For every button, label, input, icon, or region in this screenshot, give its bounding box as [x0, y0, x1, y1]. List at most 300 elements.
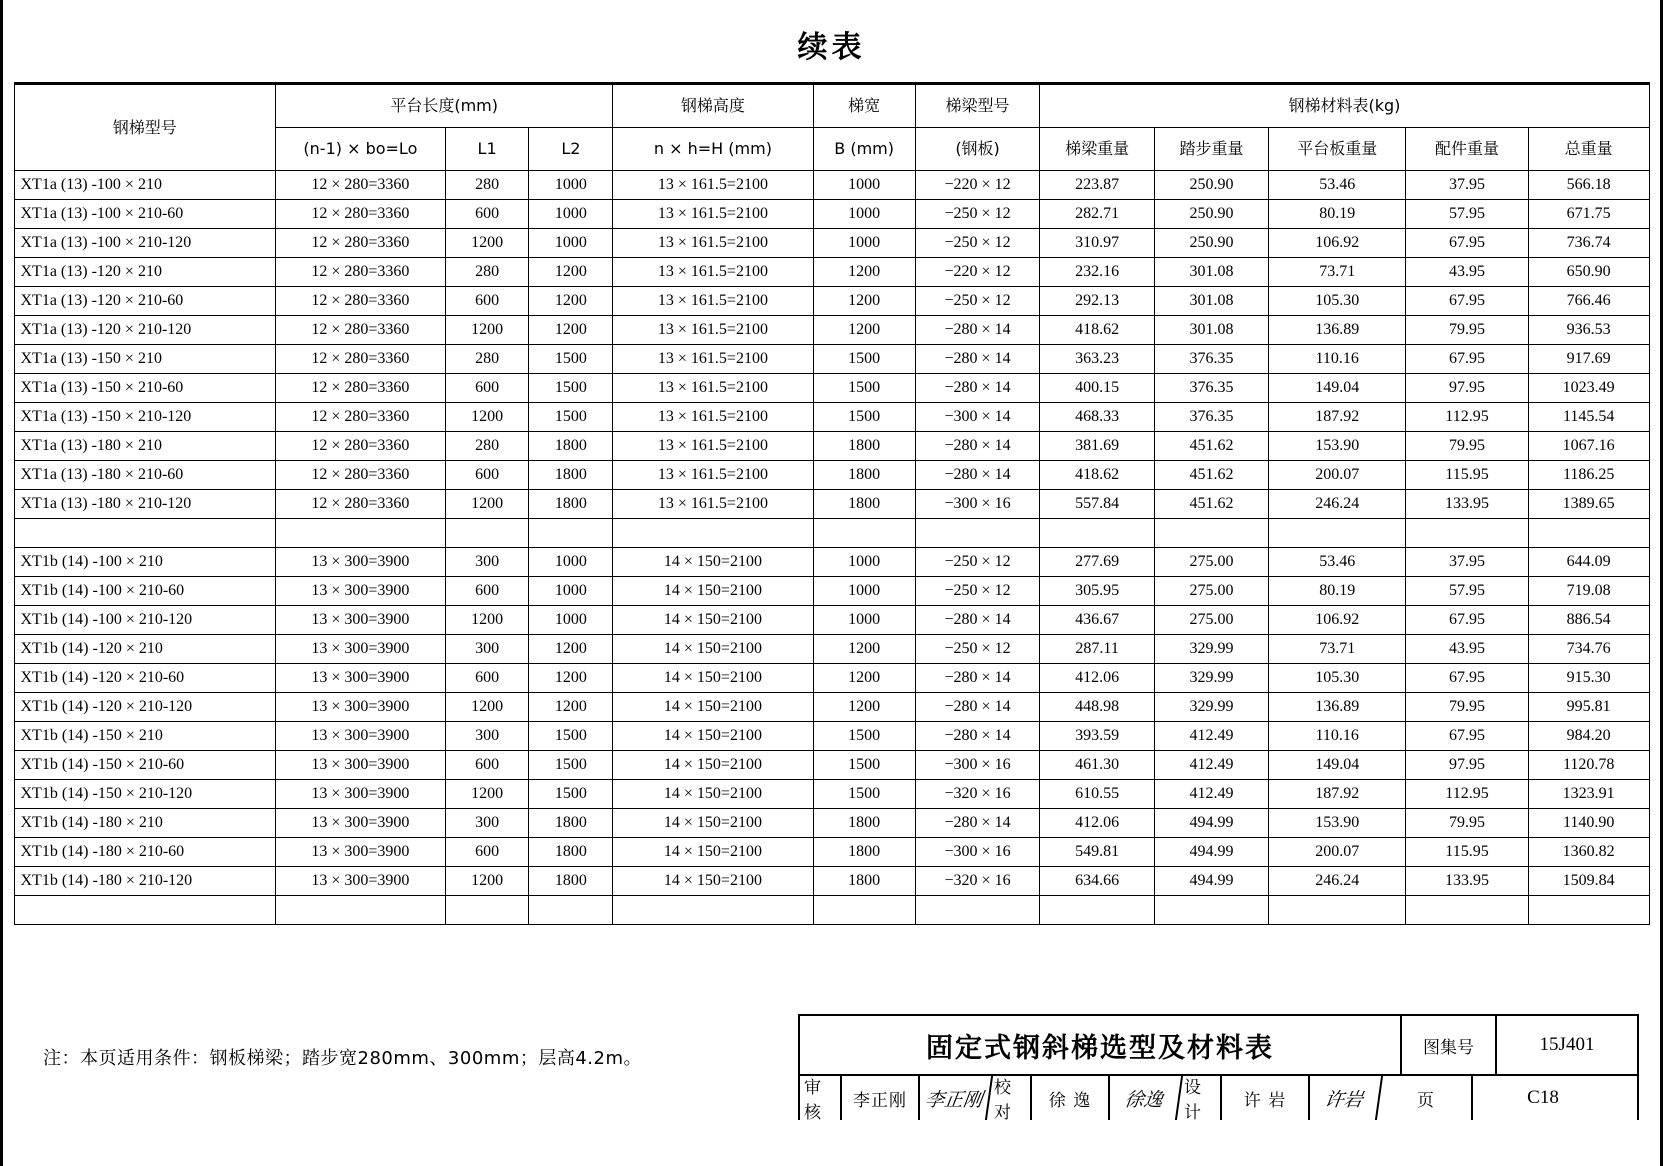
cell-value: 984.20 — [1528, 722, 1649, 751]
cell-model: XT1b (14) -120 × 210-60 — [14, 664, 276, 693]
cell-value: 736.74 — [1528, 229, 1649, 258]
subheader-beam-weight: 梯梁重量 — [1040, 128, 1154, 171]
cell-value: 363.23 — [1040, 345, 1154, 374]
cell-value: 14 × 150=2100 — [613, 635, 813, 664]
cell-value: 13 × 161.5=2100 — [613, 403, 813, 432]
cell-value: 13 × 300=3900 — [276, 751, 446, 780]
cell-value: 1000 — [813, 200, 915, 229]
cell-value: −280 × 14 — [915, 722, 1040, 751]
cell-value: 110.16 — [1269, 722, 1406, 751]
table-row — [14, 867, 1649, 896]
cell-model: XT1b (14) -150 × 210-60 — [14, 751, 276, 780]
cell-value: 14 × 150=2100 — [613, 809, 813, 838]
table-row — [14, 635, 1649, 664]
table-row — [14, 229, 1649, 258]
table-row — [14, 200, 1649, 229]
cell-value: 451.62 — [1154, 490, 1268, 519]
table-body — [14, 171, 1649, 925]
cell-value — [613, 519, 813, 548]
review-signature: 李正刚 — [917, 1076, 993, 1120]
cell-value: −250 × 12 — [915, 548, 1040, 577]
proof-signature: 徐逸 — [1107, 1076, 1183, 1120]
cell-value: 275.00 — [1154, 548, 1268, 577]
cell-value: 494.99 — [1154, 867, 1268, 896]
cell-value: 112.95 — [1406, 403, 1529, 432]
cell-value: 1200 — [529, 316, 613, 345]
cell-value: 1200 — [445, 403, 529, 432]
cell-value: −280 × 14 — [915, 316, 1040, 345]
table-row — [14, 606, 1649, 635]
cell-value: 1200 — [813, 287, 915, 316]
cell-value: 1800 — [813, 432, 915, 461]
cell-value: 12 × 280=3360 — [276, 403, 446, 432]
cell-value: 12 × 280=3360 — [276, 461, 446, 490]
cell-value: 14 × 150=2100 — [613, 577, 813, 606]
cell-value: 1800 — [529, 809, 613, 838]
cell-model: XT1a (13) -180 × 210-120 — [14, 490, 276, 519]
cell-value: 12 × 280=3360 — [276, 316, 446, 345]
cell-value: 14 × 150=2100 — [613, 548, 813, 577]
cell-value: 53.46 — [1269, 171, 1406, 200]
cell-value: 67.95 — [1406, 664, 1529, 693]
cell-model: XT1b (14) -150 × 210-120 — [14, 780, 276, 809]
atlas-number-value: 15J401 — [1539, 1034, 1595, 1055]
cell-value — [1269, 519, 1406, 548]
cell-value: 1120.78 — [1528, 751, 1649, 780]
header-model: 钢梯型号 — [14, 84, 276, 171]
cell-value: 418.62 — [1040, 461, 1154, 490]
cell-value: 250.90 — [1154, 200, 1268, 229]
cell-value: 557.84 — [1040, 490, 1154, 519]
cell-value: 1000 — [813, 548, 915, 577]
cell-model: XT1a (13) -100 × 210 — [14, 171, 276, 200]
titleblock-title: 固定式钢斜梯选型及材料表 — [800, 1016, 1402, 1074]
cell-value: 200.07 — [1269, 838, 1406, 867]
proof-label: 校对 — [990, 1076, 1032, 1120]
cell-value: 915.30 — [1528, 664, 1649, 693]
cell-value: 301.08 — [1154, 316, 1268, 345]
cell-value: 1200 — [445, 229, 529, 258]
table-row — [14, 548, 1649, 577]
cell-value: 57.95 — [1406, 200, 1529, 229]
cell-value: 73.71 — [1269, 635, 1406, 664]
cell-value: 280 — [445, 258, 529, 287]
cell-value: 1000 — [529, 229, 613, 258]
subheader-total-weight: 总重量 — [1528, 128, 1649, 171]
cell-value: 1360.82 — [1528, 838, 1649, 867]
cell-value: 376.35 — [1154, 374, 1268, 403]
cell-value: −250 × 12 — [915, 287, 1040, 316]
cell-model: XT1b (14) -180 × 210-120 — [14, 867, 276, 896]
cell-value: −220 × 12 — [915, 258, 1040, 287]
cell-value: 14 × 150=2100 — [613, 838, 813, 867]
header-beam-type: 梯梁型号 — [915, 84, 1040, 128]
cell-value: 1389.65 — [1528, 490, 1649, 519]
cell-value: 886.54 — [1528, 606, 1649, 635]
cell-model: XT1b (14) -180 × 210-60 — [14, 838, 276, 867]
cell-value: 1500 — [529, 751, 613, 780]
cell-value: 67.95 — [1406, 229, 1529, 258]
cell-value: 13 × 300=3900 — [276, 635, 446, 664]
subheader-plate: (钢板) — [915, 128, 1040, 171]
cell-value: −280 × 14 — [915, 664, 1040, 693]
cell-value: 153.90 — [1269, 432, 1406, 461]
steel-stair-selection-table — [14, 82, 1650, 925]
cell-value: 1200 — [445, 316, 529, 345]
cell-value: 13 × 161.5=2100 — [613, 490, 813, 519]
cell-value: 67.95 — [1406, 606, 1529, 635]
cell-value: 1000 — [813, 229, 915, 258]
table-row — [14, 838, 1649, 867]
cell-value: 80.19 — [1269, 577, 1406, 606]
cell-value — [1154, 519, 1268, 548]
cell-value: −280 × 14 — [915, 461, 1040, 490]
cell-value: 448.98 — [1040, 693, 1154, 722]
cell-value: 671.75 — [1528, 200, 1649, 229]
cell-value: 1500 — [813, 780, 915, 809]
cell-model: XT1b (14) -100 × 210-60 — [14, 577, 276, 606]
subheader-l1: L1 — [445, 128, 529, 171]
cell-value: 566.18 — [1528, 171, 1649, 200]
cell-value — [915, 519, 1040, 548]
proof-name: 徐 逸 — [1032, 1076, 1110, 1120]
cell-value: 1200 — [813, 258, 915, 287]
header-platform-length: 平台长度(mm) — [276, 84, 613, 128]
subheader-h: n × h=H (mm) — [613, 128, 813, 171]
table-row — [14, 664, 1649, 693]
cell-value: 57.95 — [1406, 577, 1529, 606]
cell-value: 1000 — [813, 171, 915, 200]
cell-value: 1186.25 — [1528, 461, 1649, 490]
cell-value: 13 × 161.5=2100 — [613, 171, 813, 200]
cell-value: 1500 — [529, 374, 613, 403]
cell-value: 1500 — [813, 345, 915, 374]
header-stair-width: 梯宽 — [813, 84, 915, 128]
cell-value: 53.46 — [1269, 548, 1406, 577]
cell-value: 412.49 — [1154, 751, 1268, 780]
cell-value: −320 × 16 — [915, 780, 1040, 809]
cell-value: 43.95 — [1406, 258, 1529, 287]
cell-value: 1200 — [529, 258, 613, 287]
cell-value: −300 × 16 — [915, 838, 1040, 867]
atlas-number-label: 图集号 — [1402, 1016, 1497, 1074]
table-row — [14, 751, 1649, 780]
page-footer — [3, 998, 1663, 1166]
cell-value: 329.99 — [1154, 693, 1268, 722]
cell-value: 1800 — [813, 490, 915, 519]
cell-value: 1200 — [529, 635, 613, 664]
table-row — [14, 171, 1649, 200]
cell-value: −250 × 12 — [915, 229, 1040, 258]
cell-value: 13 × 161.5=2100 — [613, 316, 813, 345]
cell-value: 12 × 280=3360 — [276, 345, 446, 374]
cell-value: 1800 — [813, 461, 915, 490]
subheader-parts-weight: 配件重量 — [1406, 128, 1529, 171]
table-row — [14, 722, 1649, 751]
table-row — [14, 432, 1649, 461]
cell-value: 1200 — [445, 780, 529, 809]
cell-value — [1406, 519, 1529, 548]
cell-value: 277.69 — [1040, 548, 1154, 577]
cell-value: 13 × 300=3900 — [276, 780, 446, 809]
cell-value: 12 × 280=3360 — [276, 258, 446, 287]
cell-value: −280 × 14 — [915, 606, 1040, 635]
cell-value: 14 × 150=2100 — [613, 867, 813, 896]
cell-value — [445, 896, 529, 925]
cell-value: 12 × 280=3360 — [276, 287, 446, 316]
cell-value — [1154, 896, 1268, 925]
cell-value: −280 × 14 — [915, 809, 1040, 838]
cell-value: 600 — [445, 838, 529, 867]
cell-value: 13 × 300=3900 — [276, 548, 446, 577]
cell-value: 418.62 — [1040, 316, 1154, 345]
table-row — [14, 461, 1649, 490]
cell-value: 79.95 — [1406, 432, 1529, 461]
cell-value: 187.92 — [1269, 780, 1406, 809]
table-row — [14, 316, 1649, 345]
subheader-l2: L2 — [529, 128, 613, 171]
cell-value: 376.35 — [1154, 345, 1268, 374]
cell-value: 14 × 150=2100 — [613, 606, 813, 635]
design-label: 设计 — [1180, 1076, 1222, 1120]
cell-value: 250.90 — [1154, 171, 1268, 200]
title-block — [798, 1014, 1639, 1123]
cell-value: 13 × 161.5=2100 — [613, 432, 813, 461]
cell-value: 412.06 — [1040, 809, 1154, 838]
table-row — [14, 519, 1649, 548]
cell-value: 1500 — [813, 374, 915, 403]
cell-value: 12 × 280=3360 — [276, 490, 446, 519]
cell-value: 280 — [445, 432, 529, 461]
cell-value: 1200 — [529, 664, 613, 693]
cell-value: −250 × 12 — [915, 635, 1040, 664]
cell-value: −300 × 16 — [915, 490, 1040, 519]
cell-value: 13 × 161.5=2100 — [613, 287, 813, 316]
cell-value — [276, 519, 446, 548]
cell-model: XT1a (13) -150 × 210 — [14, 345, 276, 374]
cell-value: 1000 — [529, 548, 613, 577]
cell-model: XT1a (13) -150 × 210-120 — [14, 403, 276, 432]
cell-value: 1800 — [529, 838, 613, 867]
cell-value: 232.16 — [1040, 258, 1154, 287]
cell-model: XT1a (13) -120 × 210-120 — [14, 316, 276, 345]
cell-value: 634.66 — [1040, 867, 1154, 896]
cell-value: 13 × 300=3900 — [276, 838, 446, 867]
subheader-lo: (n-1) × bo=Lo — [276, 128, 446, 171]
cell-value: 43.95 — [1406, 635, 1529, 664]
cell-value: 468.33 — [1040, 403, 1154, 432]
cell-value: 12 × 280=3360 — [276, 229, 446, 258]
cell-value: 1145.54 — [1528, 403, 1649, 432]
cell-value: 12 × 280=3360 — [276, 171, 446, 200]
cell-value: 1800 — [813, 867, 915, 896]
cell-value: 14 × 150=2100 — [613, 722, 813, 751]
cell-value: 12 × 280=3360 — [276, 432, 446, 461]
cell-value: 305.95 — [1040, 577, 1154, 606]
cell-value: 292.13 — [1040, 287, 1154, 316]
cell-value: 110.16 — [1269, 345, 1406, 374]
cell-value: 1000 — [529, 606, 613, 635]
cell-value: 13 × 300=3900 — [276, 606, 446, 635]
cell-value: 1800 — [813, 809, 915, 838]
cell-value: 719.08 — [1528, 577, 1649, 606]
cell-value: 1023.49 — [1528, 374, 1649, 403]
cell-model: XT1b (14) -120 × 210 — [14, 635, 276, 664]
cell-value: 14 × 150=2100 — [613, 780, 813, 809]
cell-value — [1528, 519, 1649, 548]
cell-value: 1200 — [813, 316, 915, 345]
cell-value: 105.30 — [1269, 287, 1406, 316]
cell-value — [1406, 896, 1529, 925]
cell-value: 1200 — [529, 287, 613, 316]
cell-value: 1200 — [445, 867, 529, 896]
cell-value: 600 — [445, 200, 529, 229]
cell-value: 1800 — [529, 432, 613, 461]
cell-value: 1140.90 — [1528, 809, 1649, 838]
cell-value: 393.59 — [1040, 722, 1154, 751]
cell-value: 14 × 150=2100 — [613, 693, 813, 722]
cell-model: XT1a (13) -180 × 210-60 — [14, 461, 276, 490]
cell-value: 412.06 — [1040, 664, 1154, 693]
cell-value: 412.49 — [1154, 780, 1268, 809]
cell-value: 133.95 — [1406, 867, 1529, 896]
cell-value — [276, 896, 446, 925]
cell-value — [915, 896, 1040, 925]
cell-value: 223.87 — [1040, 171, 1154, 200]
cell-value: 412.49 — [1154, 722, 1268, 751]
cell-value: 97.95 — [1406, 751, 1529, 780]
cell-value: 1500 — [529, 403, 613, 432]
cell-value: 13 × 161.5=2100 — [613, 200, 813, 229]
cell-value: 149.04 — [1269, 374, 1406, 403]
cell-value: 136.89 — [1269, 693, 1406, 722]
cell-value: 1500 — [813, 751, 915, 780]
subheader-b: B (mm) — [813, 128, 915, 171]
cell-value: 600 — [445, 374, 529, 403]
cell-value — [1528, 896, 1649, 925]
cell-value: −250 × 12 — [915, 577, 1040, 606]
cell-value: 461.30 — [1040, 751, 1154, 780]
cell-value: 766.46 — [1528, 287, 1649, 316]
cell-value: 451.62 — [1154, 461, 1268, 490]
cell-value: 187.92 — [1269, 403, 1406, 432]
cell-value: 67.95 — [1406, 287, 1529, 316]
cell-value: 381.69 — [1040, 432, 1154, 461]
cell-value: 995.81 — [1528, 693, 1649, 722]
cell-value: 1800 — [529, 867, 613, 896]
cell-value: 644.09 — [1528, 548, 1649, 577]
cell-value: 106.92 — [1269, 229, 1406, 258]
cell-value — [813, 519, 915, 548]
cell-value: 37.95 — [1406, 171, 1529, 200]
table-row — [14, 374, 1649, 403]
cell-value: 115.95 — [1406, 838, 1529, 867]
cell-value: 494.99 — [1154, 809, 1268, 838]
cell-value: 153.90 — [1269, 809, 1406, 838]
cell-value: 1800 — [529, 461, 613, 490]
design-signature: 许岩 — [1307, 1076, 1383, 1120]
cell-model: XT1a (13) -100 × 210-120 — [14, 229, 276, 258]
cell-value: 1500 — [813, 403, 915, 432]
cell-value: 13 × 161.5=2100 — [613, 229, 813, 258]
cell-value: 1067.16 — [1528, 432, 1649, 461]
cell-value: 1200 — [813, 693, 915, 722]
table-row — [14, 577, 1649, 606]
cell-value: 1200 — [529, 693, 613, 722]
cell-value: 300 — [445, 548, 529, 577]
cell-value: 1323.91 — [1528, 780, 1649, 809]
table-row — [14, 403, 1649, 432]
cell-value: 1509.84 — [1528, 867, 1649, 896]
cell-value: 1500 — [529, 722, 613, 751]
cell-value: 329.99 — [1154, 664, 1268, 693]
cell-value: 494.99 — [1154, 838, 1268, 867]
cell-value: 149.04 — [1269, 751, 1406, 780]
cell-model: XT1a (13) -120 × 210 — [14, 258, 276, 287]
cell-value: 1200 — [445, 606, 529, 635]
cell-value: 610.55 — [1040, 780, 1154, 809]
cell-value: 1500 — [529, 345, 613, 374]
cell-value: 300 — [445, 809, 529, 838]
cell-value: 275.00 — [1154, 606, 1268, 635]
cell-value — [613, 896, 813, 925]
cell-value: 79.95 — [1406, 809, 1529, 838]
cell-value: 115.95 — [1406, 461, 1529, 490]
cell-value: −280 × 14 — [915, 432, 1040, 461]
cell-value: 200.07 — [1269, 461, 1406, 490]
cell-value: 106.92 — [1269, 606, 1406, 635]
cell-model: XT1b (14) -120 × 210-120 — [14, 693, 276, 722]
cell-value: 1200 — [445, 490, 529, 519]
cell-value: 79.95 — [1406, 316, 1529, 345]
table-row — [14, 287, 1649, 316]
cell-value: 1200 — [445, 693, 529, 722]
cell-value: −220 × 12 — [915, 171, 1040, 200]
cell-value — [813, 896, 915, 925]
cell-value: 310.97 — [1040, 229, 1154, 258]
cell-value: 112.95 — [1406, 780, 1529, 809]
cell-value: −280 × 14 — [915, 374, 1040, 403]
cell-value: −300 × 16 — [915, 751, 1040, 780]
subheader-tread-weight: 踏步重量 — [1154, 128, 1268, 171]
cell-value: 67.95 — [1406, 722, 1529, 751]
cell-value: 1200 — [813, 664, 915, 693]
cell-value: 734.76 — [1528, 635, 1649, 664]
cell-value: 1500 — [529, 780, 613, 809]
cell-value: 246.24 — [1269, 867, 1406, 896]
header-material-table: 钢梯材料表(kg) — [1040, 84, 1649, 128]
review-label: 审核 — [800, 1076, 842, 1120]
cell-value: 73.71 — [1269, 258, 1406, 287]
cell-value: 451.62 — [1154, 432, 1268, 461]
cell-value: 287.11 — [1040, 635, 1154, 664]
cell-value: 600 — [445, 461, 529, 490]
cell-value: 1800 — [813, 838, 915, 867]
table-row — [14, 780, 1649, 809]
cell-value: −250 × 12 — [915, 200, 1040, 229]
cell-value: 79.95 — [1406, 693, 1529, 722]
cell-model: XT1b (14) -100 × 210 — [14, 548, 276, 577]
cell-model: XT1a (13) -100 × 210-60 — [14, 200, 276, 229]
cell-value: 105.30 — [1269, 664, 1406, 693]
cell-value: 400.15 — [1040, 374, 1154, 403]
table-row — [14, 896, 1649, 925]
cell-value: 549.81 — [1040, 838, 1154, 867]
cell-value: 917.69 — [1528, 345, 1649, 374]
cell-model — [14, 896, 276, 925]
cell-value: 13 × 161.5=2100 — [613, 258, 813, 287]
cell-value: 1500 — [813, 722, 915, 751]
